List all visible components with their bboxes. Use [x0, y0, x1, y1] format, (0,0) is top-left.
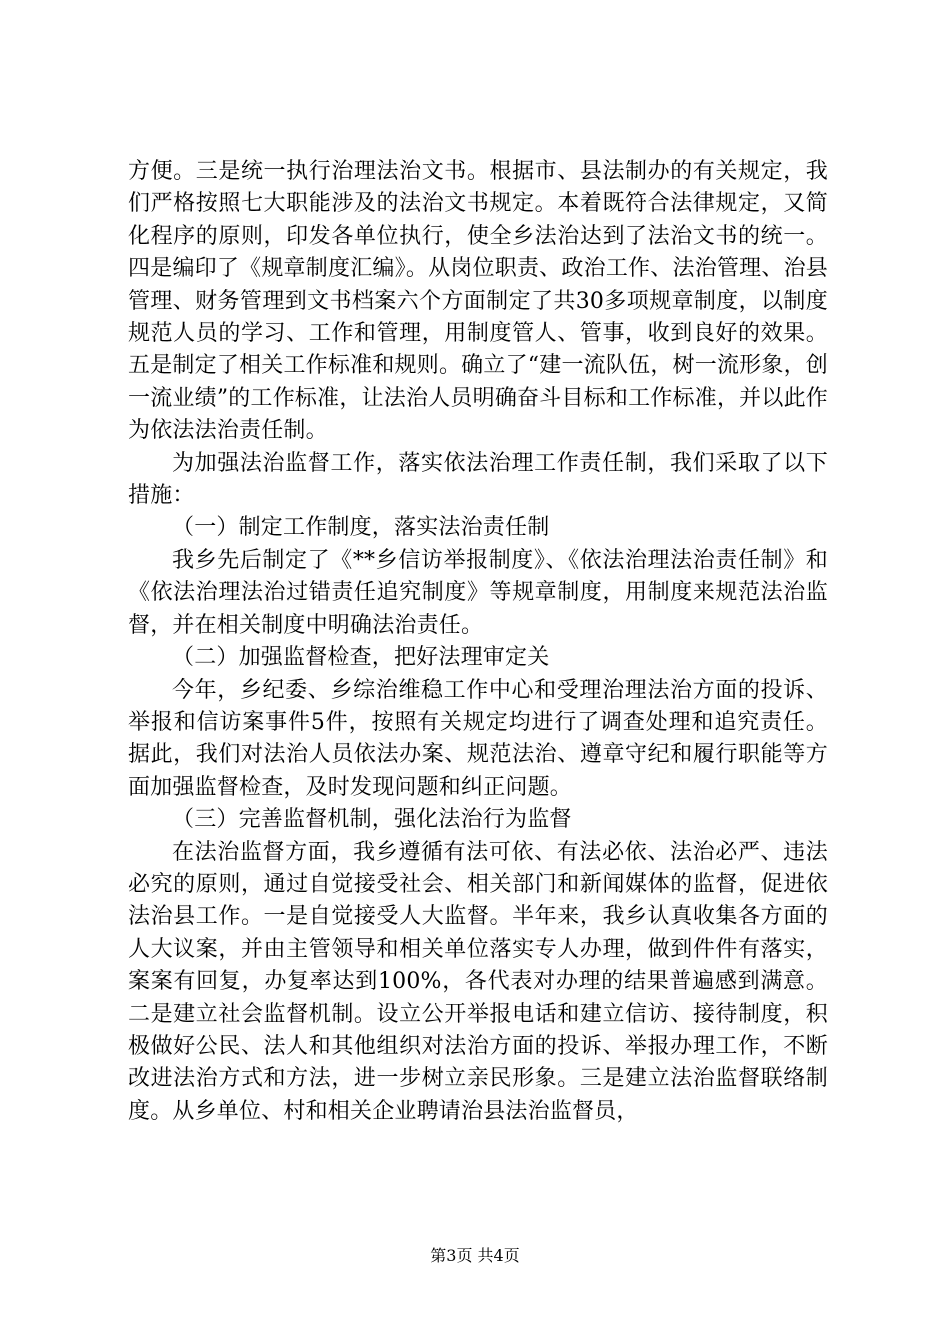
paragraph-1: 方便。三是统一执行治理法治文书。根据市、县法制办的有关规定，我们严格按照七大职能涉及的法治文书规定。本着既符合法律规定，又简化程序的原则，印发各单位执行，使全乡法治达到了法治文书的统一。四是编印了《规章制度汇编》。从岗位职责、政治工作、法治管理、治县管理、财务管理到文书档案六个方面制定了共30多项规章制度，以制度规范人员的学习、工作和管理，用制度管人、管事，收到良好的效果。五是制定了相关工作标准和规则。确立了“建一流队伍，树一流形象，创一流业绩”的工作标准，让法治人员明确奋斗目标和工作标准，并以此作为依法法治责任制。	[128, 159, 828, 444]
document-body	[128, 156, 828, 1128]
paragraph-3: 我乡先后制定了《**乡信访举报制度》、《依法治理法治责任制》和《依法治理法治过错责任追究制度》等规章制度，用制度来规范法治监督，并在相关制度中明确法治责任。	[128, 547, 828, 638]
paragraph-2: 为加强法治监督工作，落实依法治理工作责任制，我们采取了以下措施：	[128, 450, 828, 509]
section-heading-2: （二）加强监督检查，把好法理审定关	[172, 645, 550, 671]
section-heading-3: （三）完善监督机制，强化法治行为监督	[172, 807, 572, 833]
paragraph-4: 今年，乡纪委、乡综治维稳工作中心和受理治理法治方面的投诉、举报和信访案事件5件，按照有关规定均进行了调查处理和追究责任。据此，我们对法治人员依法办案、规范法治、遵章守纪和履行职能等方面加强监督检查，及时发现问题和纠正问题。	[128, 677, 828, 800]
paragraph-5: 在法治监督方面，我乡遵循有法可依、有法必依、法治必严、违法必究的原则，通过自觉接受社会、相关部门和新闻媒体的监督，促进依法治县工作。一是自觉接受人大监督。半年来，我乡认真收集各方面的人大议案，并由主管领导和相关单位落实专人办理，做到件件有落实，案案有回复，办复率达到100%，各代表对办理的结果普遍感到满意。二是建立社会监督机制。设立公开举报电话和建立信访、接待制度，积极做好公民、法人和其他组织对法治方面的投诉、举报办理工作，不断改进法治方式和方法，进一步树立亲民形象。三是建立法治监督联络制度。从乡单位、村和相关企业聘请治县法治监督员，	[128, 839, 828, 1124]
section-heading-1: （一）制定工作制度，落实法治责任制	[172, 515, 550, 541]
page-number-footer: 第3页 共4页	[430, 1246, 520, 1265]
